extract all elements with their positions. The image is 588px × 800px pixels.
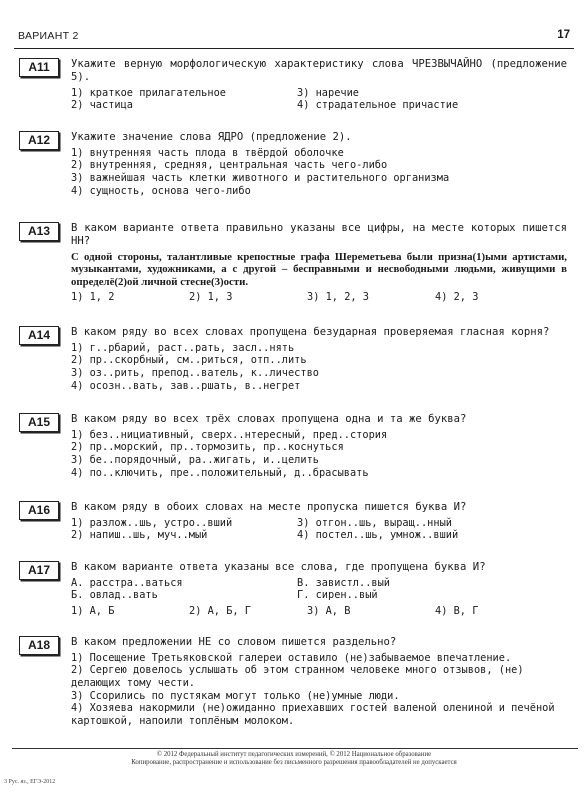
answer-option[interactable]: 4) по..ключить, пре..положительный, д..брасывать [71,466,369,479]
answer-option[interactable]: 4) страдательное причастие [297,99,459,112]
answer-option[interactable]: 2) внутренняя, средняя, центральная часть чего-либо [71,159,388,172]
passage-text: С одной стороны, талантливые крепостные графа Шереметьева были призна(1)ыми артистами, музыкантами, художниками, а с другой – бесправными и несвободными людьми, живущими в определё(2)ой личной стесне(3)ости. [71,250,567,288]
answer-options [71,517,567,542]
answer-option[interactable]: 1) Посещение Третьяковской галереи оставило (не)забываемое впечатление. [71,651,512,664]
word-option: Г. сирен..вый [297,589,378,602]
answer-option[interactable]: 2) 1, 3 [189,291,233,304]
variant-label: ВАРИАНТ 2 [18,30,79,42]
answer-options [71,429,567,479]
answer-option[interactable]: 1) внутренняя часть плода в твёрдой оболочке [71,146,344,159]
question-label: A12 [19,131,59,150]
answer-option[interactable]: 3) оз..рить, препод..ватель, к..личество [71,366,319,379]
answer-option[interactable]: 4) осозн..вать, зав..ршать, в..негрет [71,379,301,392]
question-text: Укажите верную морфологическую характеристику слова ЧРЕЗВЫЧАЙНО (предложение 5). [71,58,567,83]
answer-options [71,605,567,618]
page-number: 17 [557,29,570,41]
answer-option[interactable]: 4) 2, 3 [435,291,479,304]
word-option: А. расстра..ваться [71,576,183,589]
word-option: Б. овлад..вать [71,589,158,602]
answer-option[interactable]: 2) напиш..шь, муч..мый [71,529,208,542]
question-label: A13 [19,222,59,241]
question-label: A15 [19,413,59,432]
question-text: В каком ряду во всех трёх словах пропущена одна и та же буква? [71,413,467,425]
answer-option[interactable]: 1) разлож..шь, устро..вший [71,516,233,529]
question-text: В каком варианте ответа правильно указаны все цифры, на месте которых пишется НН? [71,222,567,247]
answer-option[interactable]: 3) Ссорились по пустякам могут только (не)умные люди. [71,689,400,702]
question-text: В каком ряду в обоих словах на месте пропуска пишется буква И? [71,501,467,513]
word-options [71,577,567,602]
answer-option[interactable]: 2) пр..морский, пр..тормозить, пр..коснуться [71,441,344,454]
answer-option[interactable]: 3) отгон..шь, выращ..нный [297,516,452,529]
answer-option[interactable]: 2) Сергею довелось услышать об этом странном человеке много отзывов, (не) делающих тому чести. [71,664,524,689]
answer-option[interactable]: 4) постел..шь, умнож..вший [297,529,459,542]
answer-options [71,87,567,112]
question-text: Укажите значение слова ЯДРО (предложение 2). [71,131,352,143]
answer-options [71,342,567,392]
answer-option[interactable]: 3) 1, 2, 3 [307,291,369,304]
answer-option[interactable]: 2) пр..скорбный, см..риться, отп..лить [71,354,307,367]
answer-option[interactable]: 1) г..рбарий, раст..рать, засл..нять [71,341,295,354]
header-divider [14,48,574,49]
answer-option[interactable]: 3) важнейшая часть клетки животного и растительного организма [71,171,450,184]
answer-options [71,291,567,304]
answer-option[interactable]: 1) краткое прилагательное [71,86,226,99]
answer-option[interactable]: 2) частица [71,99,133,112]
answer-option[interactable]: 3) наречие [297,86,359,99]
question-text: В каком варианте ответа указаны все слова, где пропущена буква И? [71,561,486,573]
question-label: A11 [19,58,59,77]
answer-option[interactable]: 1) 1, 2 [71,291,115,304]
print-mark: 3 Рус. яз., ЕГЭ-2012 [4,779,56,785]
word-option: В. завистл..вый [297,576,390,589]
question-label: A17 [19,561,59,580]
answer-option[interactable]: 2) А, Б, Г [189,604,251,617]
answer-option[interactable]: 4) В, Г [435,604,479,617]
answer-option[interactable]: 3) бе..порядочный, ра..жигать, и..целить [71,453,319,466]
footer-divider [12,748,578,749]
question-label: A18 [19,636,59,655]
answer-option[interactable]: 4) сущность, основа чего-либо [71,184,251,197]
answer-option[interactable]: 3) А, В [307,604,351,617]
answer-option[interactable]: 1) без..нициативный, сверх..нтересный, пред..стория [71,428,388,441]
page-header [14,26,574,44]
copyright-notice: Копирование, распространение и использование без письменного разрешения правообладателей не допускается [131,759,457,766]
answer-option[interactable]: 4) Хозяева накормили (не)ожиданно приехавших гостей валеной олениной и печёной картошкой, напоили топлёным молоком. [71,702,555,727]
question-text: В каком предложении НЕ со словом пишется раздельно? [71,636,397,648]
copyright-line: © 2012 Федеральный институт педагогических измерений, © 2012 Национальное образование [156,751,432,758]
question-label: A14 [19,326,59,345]
answer-options [71,147,567,197]
question-text: В каком ряду во всех словах пропущена безударная проверяемая гласная корня? [71,326,550,338]
answer-options [71,652,567,728]
answer-option[interactable]: 1) А, Б [71,604,115,617]
question-label: A16 [19,501,59,520]
